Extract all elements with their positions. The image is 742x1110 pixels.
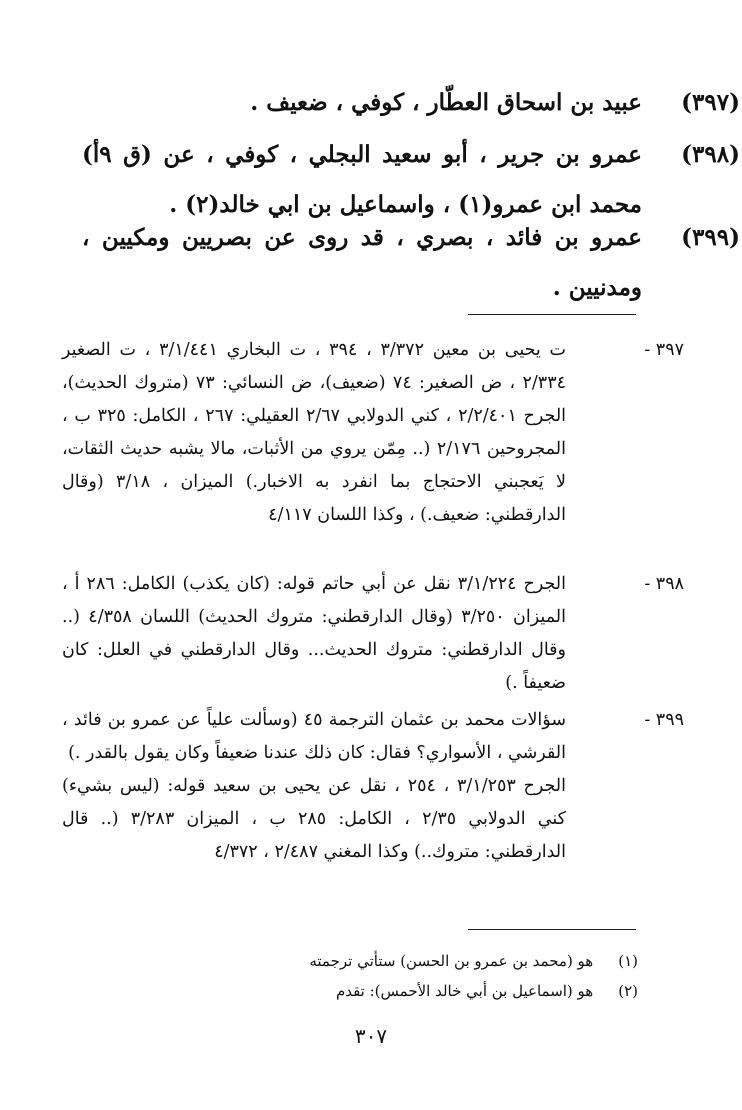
commentary-398 bbox=[62, 568, 684, 700]
entry-number: (٣٩٧) bbox=[681, 89, 740, 116]
commentary-399 bbox=[62, 704, 684, 869]
footnote-1 bbox=[218, 948, 638, 975]
commentary-397 bbox=[62, 334, 684, 532]
commentary-text: الجرح ٣/١/٢٢٤ نقل عن أبي حاتم قوله: (كان يكذب) الكامل: ٢٨٦ أ ، الميزان ٣/٢٥٠ (وقال الدارقطني: متروك الحديث) اللسان ٤/٣٥٨ (.. وقال الدارقطني: متروك الحديث... وقال الدارقطني في العلل: كان ضعيفاً .) bbox=[62, 574, 566, 693]
entry-399 bbox=[82, 213, 740, 313]
footnote-text: هو (اسماعيل بن أبي خالد الأحمس): تقدم bbox=[335, 982, 594, 1000]
footnote-text: هو (محمد بن عمرو بن الحسن) ستأتي ترجمته bbox=[309, 952, 594, 970]
footnote-number: (٢) bbox=[618, 982, 638, 1000]
commentary-number: ٣٩٧ - bbox=[644, 340, 684, 360]
commentary-text: ت يحيى بن معين ٣/٣٧٢ ، ٣٩٤ ، ت البخاري ٣/١/٤٤١ ، ت الصغير ٢/٣٣٤ ، ض الصغير: ٧٤ (ضعيف)، ض النسائي: ٧٣ (متروك الحديث)، الجرح ٢/٢/٤٠١ ، كني الدولابي ٢/٦٧ العقيلي: ٢٦٧ ، الكامل: ٣٢٥ ب ، المجروحين ٢/١٧٦ (.. مِمّن يروي من الأثبات، مالا يشبه حديث الثقات، لا يَعجبني الاحتجاج بما انفرد به الاخبار.) الميزان ، ٣/١٨ (وقال الدارقطني: ضعيف.) ، وكذا اللسان ٤/١١٧ bbox=[62, 340, 567, 525]
entry-number: (٣٩٩) bbox=[681, 224, 740, 251]
commentary-text: سؤالات محمد بن عثمان الترجمة ٤٥ (وسألت علياً عن عمرو بن فائد ، القرشي ، الأسواري؟ فقال: كان ذلك عندنا ضعيفاً وكان يقول بالقدر .) bbox=[62, 710, 566, 763]
commentary-number: ٣٩٨ - bbox=[644, 574, 684, 594]
entry-397 bbox=[82, 78, 740, 128]
footnote-number: (١) bbox=[618, 952, 638, 970]
commentary-number: ٣٩٩ - bbox=[644, 710, 684, 730]
page-number: ٣٠٧ bbox=[354, 1024, 388, 1048]
section-divider bbox=[468, 314, 636, 315]
footnote-divider bbox=[468, 929, 636, 930]
footnote-2 bbox=[218, 978, 638, 1005]
entry-number: (٣٩٨) bbox=[681, 141, 740, 168]
entry-text: عمرو بن فائد ، بصري ، قد روى عن بصريين ومكيين ، ومدنيين . bbox=[82, 224, 642, 301]
entry-text: عبيد بن اسحاق العطّار ، كوفي ، ضعيف . bbox=[250, 89, 642, 116]
entry-text: عمرو بن جرير ، أبو سعيد البجلي ، كوفي ، عن (ق ٩أ) محمد ابن عمرو(١) ، واسماعيل بن ابي خالد(٢) . bbox=[82, 141, 642, 218]
commentary-continuation: الجرح ٣/١/٢٥٣ ، ٢٥٤ ، نقل عن يحيى بن سعيد قوله: (ليس بشيء) كني الدولابي ٢/٣٥ ، الكامل: ٢٨٥ ب ، الميزان ٣/٢٨٣ (.. قال الدارقطني: متروك..) وكذا المغني ٢/٤٨٧ ، ٤/٣٧٢ bbox=[62, 776, 566, 862]
